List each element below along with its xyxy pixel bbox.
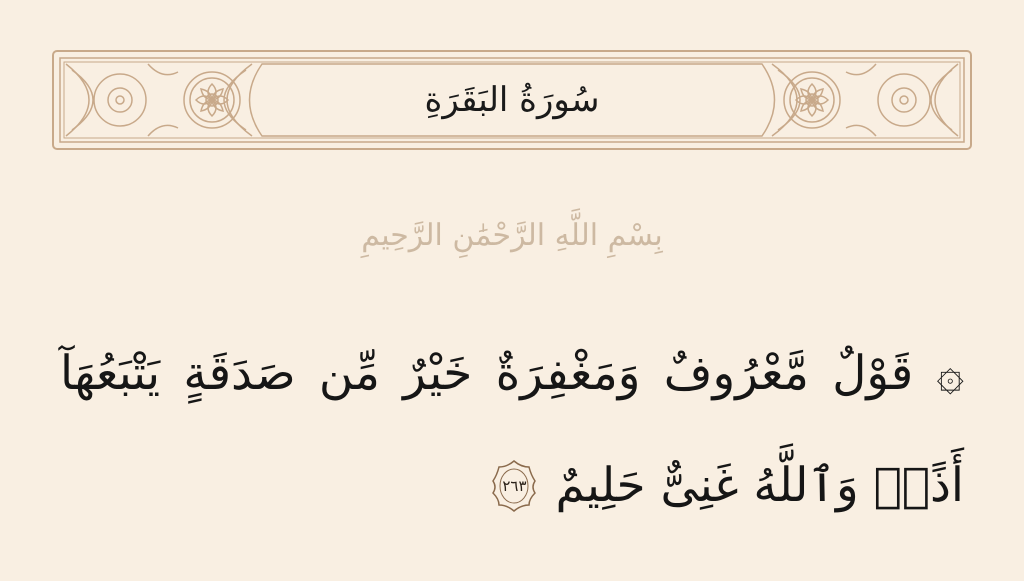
verse-line-2-text: أَذًىۗ وَٱللَّهُ غَنِىٌّ حَلِيمٌ <box>555 458 964 513</box>
surah-title: سُورَةُ البَقَرَةِ <box>424 80 600 120</box>
ayah-number: ٢٦٣ <box>502 476 527 495</box>
ayah-end-marker <box>491 459 537 513</box>
verse-line-1: ۞ قَوْلٌ مَّعْرُوفٌ وَمَغْفِرَةٌ خَيْرٌ مِّن صَدَقَةٍ يَتْبَعُهَآ <box>60 346 964 401</box>
verse-line-2 <box>60 458 964 513</box>
surah-header-frame <box>52 50 972 150</box>
basmala: بِسْمِ اللَّهِ الرَّحْمَٰنِ الرَّحِيمِ <box>361 218 663 253</box>
